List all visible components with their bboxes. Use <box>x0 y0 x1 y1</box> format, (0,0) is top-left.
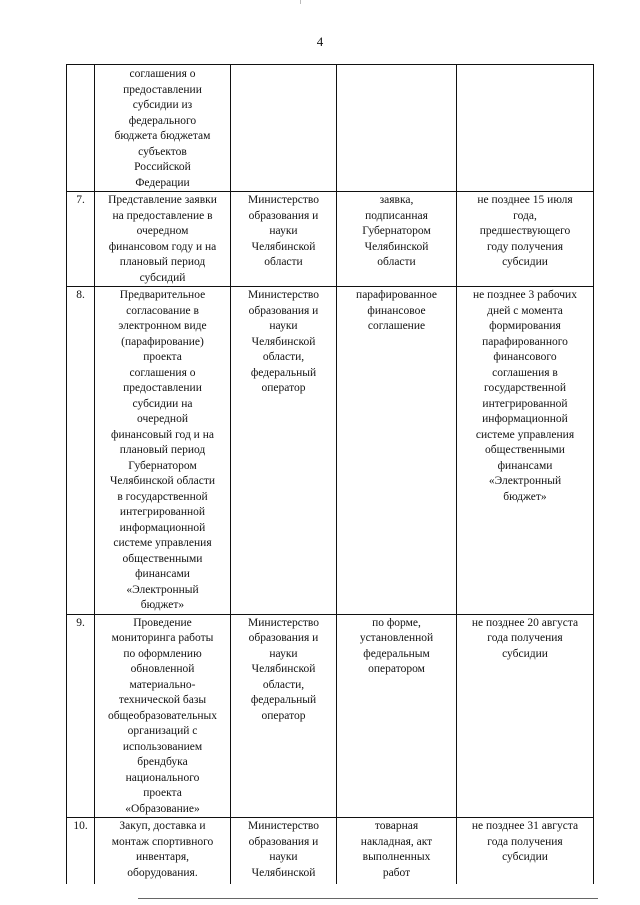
deadline-cell: не позднее 31 августа года получения субсидии <box>457 818 594 884</box>
result-cell: парафированное финансовое соглашение <box>337 287 457 615</box>
deadline-cell: не позднее 15 июля года, предшествующего году получения субсидии <box>457 192 594 287</box>
event-cell: Представление заявки на предоставление в очередном финансовом году и на плановый период субсидий <box>95 192 231 287</box>
row-number <box>67 65 95 192</box>
table-row-9 <box>67 614 594 818</box>
result-cell <box>337 65 457 192</box>
row-number: 9. <box>67 614 95 818</box>
result-cell: товарная накладная, акт выполненных работ <box>337 818 457 884</box>
table-row-7 <box>67 192 594 287</box>
table-row-10 <box>67 818 594 884</box>
result-cell: по форме, установленной федеральным оператором <box>337 614 457 818</box>
event-cell: Предварительное согласование в электронном виде (парафирование) проекта соглашения о предоставлении субсидии на очередной финансовый год и на плановый период Губернатором Челябинской области в государственной интегрированной информационной системе управления общественными финансами «Электронный бюджет» <box>95 287 231 615</box>
deadline-cell <box>457 65 594 192</box>
row-number: 7. <box>67 192 95 287</box>
responsible-cell <box>231 65 337 192</box>
event-cell: Закуп, доставка и монтаж спортивного инвентаря, оборудования. <box>95 818 231 884</box>
responsible-cell: Министерство образования и науки Челябинской области, федеральный оператор <box>231 614 337 818</box>
responsible-cell: Министерство образования и науки Челябинской <box>231 818 337 884</box>
responsible-cell: Министерство образования и науки Челябинской области <box>231 192 337 287</box>
result-cell: заявка, подписанная Губернатором Челябинской области <box>337 192 457 287</box>
row-number: 8. <box>67 287 95 615</box>
table-row-8 <box>67 287 594 615</box>
event-cell: соглашения о предоставлении субсидии из федерального бюджета бюджетам субъектов Российской Федерации <box>95 65 231 192</box>
row-number: 10. <box>67 818 95 884</box>
scan-bottom-edge <box>138 898 598 899</box>
event-cell: Проведение мониторинга работы по оформлению обновленной материально- технической базы общеобразовательных организаций с использованием брендбука национального проекта «Образование» <box>95 614 231 818</box>
events-table <box>66 64 594 884</box>
table-row-continuation <box>67 65 594 192</box>
deadline-cell: не позднее 3 рабочих дней с момента формирования парафированного финансового соглашения в государственной интегрированной информационной системе управления общественными финансами «Электронный бюджет» <box>457 287 594 615</box>
page-number: 4 <box>316 34 324 49</box>
responsible-cell: Министерство образования и науки Челябинской области, федеральный оператор <box>231 287 337 615</box>
scan-mark <box>300 0 301 4</box>
deadline-cell: не позднее 20 августа года получения субсидии <box>457 614 594 818</box>
